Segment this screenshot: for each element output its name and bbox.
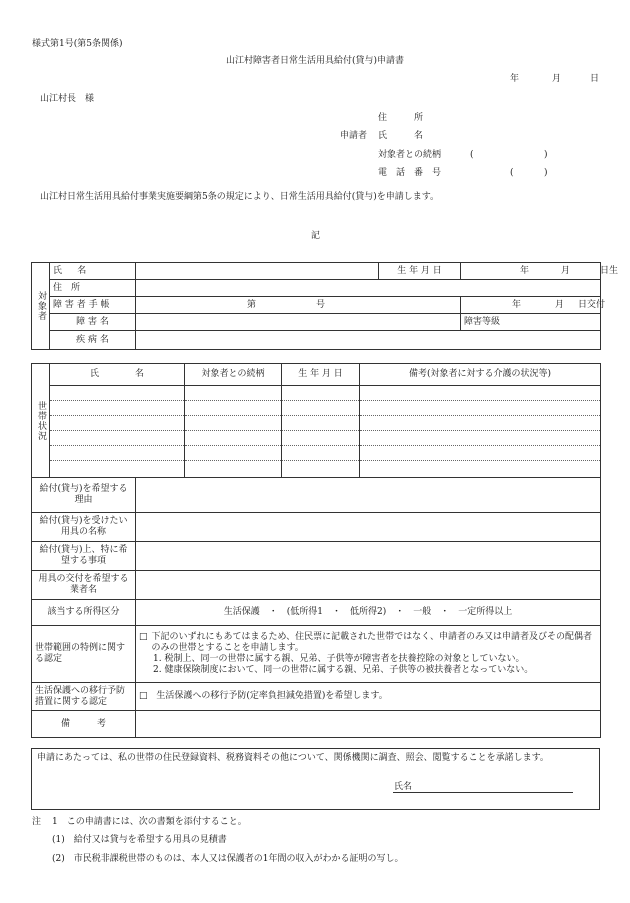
household-section-label: 世帯状況 bbox=[32, 364, 50, 478]
date-year: 年 bbox=[510, 74, 520, 84]
addressee: 山江村長 様 bbox=[40, 94, 95, 104]
relation-paren-open: ( bbox=[470, 150, 474, 160]
item-name-field[interactable] bbox=[136, 513, 601, 542]
special-request-field[interactable] bbox=[136, 542, 601, 571]
subject-address-label: 住 所 bbox=[50, 280, 136, 297]
disability-grade-label: 障害等級 bbox=[461, 314, 601, 331]
handbook-label: 障 害 者 手 帳 bbox=[50, 297, 136, 314]
household-row[interactable] bbox=[32, 431, 601, 446]
special-household-text: 下記のいずれにもあてはまるため、住民票に記載された世帯ではなく、申請者のみ又は申請者及びその配偶者のみの世帯とすることを申請します。 bbox=[151, 632, 592, 653]
supplier-field[interactable] bbox=[136, 571, 601, 600]
remarks-label: 備 考 bbox=[32, 711, 136, 738]
handbook-issue-field[interactable]: 年 月 日交付 bbox=[461, 297, 601, 314]
reason-field[interactable] bbox=[136, 478, 601, 513]
date-month: 月 bbox=[552, 74, 562, 84]
subject-name-field[interactable] bbox=[136, 263, 379, 280]
disability-name-label: 障 害 名 bbox=[50, 314, 136, 331]
request-table bbox=[31, 477, 601, 738]
applicant-name-label: 氏 名 bbox=[378, 131, 424, 141]
household-header-remarks: 備考(対象者に対する介護の状況等) bbox=[360, 364, 601, 386]
reason-label: 給付(貸与)を希望する理由 bbox=[32, 478, 136, 513]
consent-signature-line[interactable] bbox=[393, 779, 573, 793]
disease-name-label: 疾 病 名 bbox=[50, 331, 136, 350]
subject-birth-field[interactable]: 年 月 日生 bbox=[461, 263, 601, 280]
applicant-relation-label: 対象者との続柄 bbox=[378, 150, 442, 160]
consent-text: 申請にあたっては、私の世帯の住民登録資料、税務資料その他について、関係機関に調査、照会、閲覧することを承諾します。 bbox=[37, 753, 549, 763]
income-category-options[interactable]: 生活保護 ・ (低所得1 ・ 低所得2) ・ 一般 ・ 一定所得以上 bbox=[136, 600, 601, 626]
subject-name-label: 氏 名 bbox=[50, 263, 136, 280]
welfare-checkbox[interactable]: □ bbox=[139, 691, 148, 701]
special-request-label: 給付(貸与)上、特に希望する事項 bbox=[32, 542, 136, 571]
welfare-label: 生活保護への移行予防措置に関する認定 bbox=[32, 683, 136, 711]
income-category-label: 該当する所得区分 bbox=[32, 600, 136, 626]
special-household-field bbox=[136, 626, 601, 683]
subject-address-field[interactable] bbox=[136, 280, 601, 297]
household-row[interactable] bbox=[32, 461, 601, 478]
household-header-name: 氏 名 bbox=[50, 364, 185, 386]
welfare-field bbox=[136, 683, 601, 711]
subject-birth-label: 生 年 月 日 bbox=[379, 263, 461, 280]
subject-section-label: 対象者 bbox=[32, 263, 50, 350]
note-item-1: (1) 給付又は貸与を希望する用具の見積書 bbox=[52, 835, 227, 845]
application-statement: 山江村日常生活用具給付事業実施要綱第5条の規定により、日常生活用具給付(貸与)を申請します。 bbox=[40, 192, 440, 202]
household-row[interactable] bbox=[32, 416, 601, 431]
subject-table bbox=[31, 262, 619, 350]
household-header-relation: 対象者との続柄 bbox=[185, 364, 282, 386]
household-header-birth: 生 年 月 日 bbox=[282, 364, 360, 386]
applicant-address-label: 住 所 bbox=[378, 113, 424, 123]
phone-paren-close: ) bbox=[544, 168, 548, 178]
date-day: 日 bbox=[590, 74, 600, 84]
welfare-text: 生活保護への移行予防(定率負担減免措置)を希望します。 bbox=[156, 691, 388, 701]
household-table bbox=[31, 363, 601, 478]
note-1: 1 この申請書には、次の書類を添付すること。 bbox=[52, 817, 247, 827]
form-number: 様式第1号(第5条関係) bbox=[32, 39, 123, 49]
page-title: 山江村障害者日常生活用具給付(貸与)申請書 bbox=[225, 56, 405, 66]
handbook-number-field[interactable]: 第 号 bbox=[136, 297, 461, 314]
applicant-phone-label: 電 話 番 号 bbox=[378, 168, 442, 178]
supplier-label: 用具の交付を希望する業者名 bbox=[32, 571, 136, 600]
applicant-label: 申請者 bbox=[340, 131, 368, 141]
disability-name-field[interactable] bbox=[136, 314, 461, 331]
special-household-label: 世帯範囲の特例に関する認定 bbox=[32, 626, 136, 683]
household-row[interactable] bbox=[32, 446, 601, 461]
special-item-1: 1. 税制上、同一の世帯に属する親、兄弟、子供等が障害者を扶養控除の対象としていない。 bbox=[153, 654, 525, 664]
remarks-field[interactable] bbox=[136, 711, 601, 738]
note-item-2: (2) 市民税非課税世帯のものは、本人又は保護者の1年間の収入がわかる証明の写し。 bbox=[52, 854, 404, 864]
disease-name-field[interactable] bbox=[136, 331, 601, 350]
relation-paren-close: ) bbox=[544, 150, 548, 160]
phone-paren-open: ( bbox=[510, 168, 514, 178]
consent-name-label: 氏名 bbox=[394, 782, 413, 792]
notes-prefix: 注 bbox=[32, 817, 42, 827]
household-row[interactable] bbox=[32, 401, 601, 416]
special-household-checkbox[interactable]: □ bbox=[139, 632, 148, 642]
ki-heading: 記 bbox=[311, 231, 321, 241]
special-item-2: 2. 健康保険制度において、同一の世帯に属する親、兄弟、子供等の被扶養者となっていない。 bbox=[153, 665, 534, 675]
item-name-label: 給付(貸与)を受けたい用具の名称 bbox=[32, 513, 136, 542]
household-row[interactable] bbox=[32, 386, 601, 401]
